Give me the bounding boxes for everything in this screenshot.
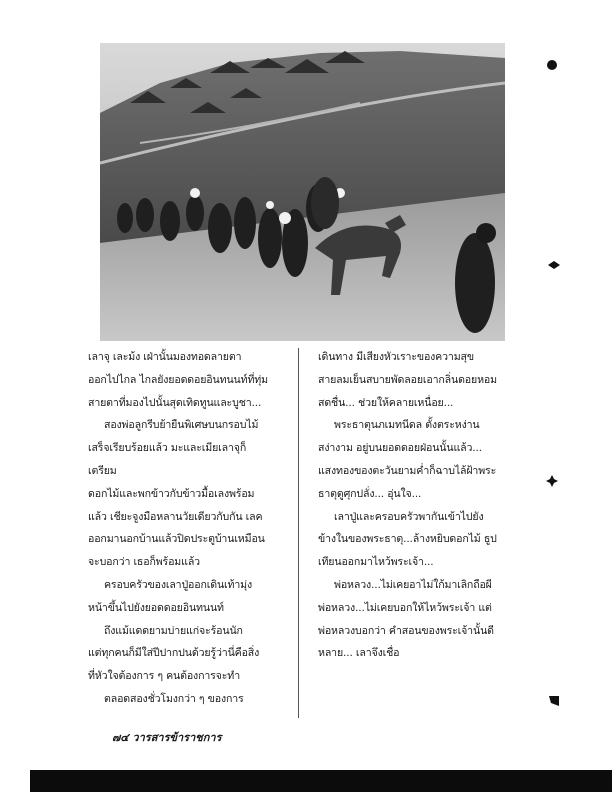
text-line: แสงทองของตะวันยามค่ำก็ฉาบไล้ฝ้าพระ	[318, 464, 497, 477]
binder-hole-mark-icon	[547, 694, 561, 708]
text-line: เดินทาง มีเสียงหัวเราะของความสุข	[318, 351, 474, 363]
text-line: ดอกไม้และพกข้าวกับข้าวมื้อเลงพร้อม	[88, 487, 255, 500]
column-divider	[298, 348, 299, 718]
text-line: พ่อหลวง...ไม่เคยบอกให้ไหว้พระเจ้า แต่	[318, 601, 492, 614]
text-line: เลาปู่และครอบครัวพากันเข้าไปยัง	[334, 510, 484, 523]
scan-bottom-bar	[30, 770, 612, 792]
text-line: แต่ทุกคนก็มีใส่ปีปากปนด้วยรู้ว่านี่คือสิ่ง	[88, 647, 260, 660]
text-line: ออกมานอกบ้านแล้วปิดประตูบ้านเหมือน	[88, 533, 265, 546]
binder-hole-mark-icon	[545, 58, 559, 72]
text-line: เลาจุ เละม้ง เฝ่านั้นมองทอดลายตา	[88, 351, 242, 363]
text-line: ถึงแม้แดดยามบ่ายแก่จะร้อนนัก	[104, 624, 243, 637]
text-line: หน้าขึ้นไปยังยอดดอยอินทนนท์	[88, 601, 224, 614]
binder-hole-mark-icon	[547, 258, 561, 272]
text-line: ตลอดสองชั่วโมงกว่า ๆ ของการ	[104, 692, 244, 705]
text-line: สดชื่น... ช่วยให้คลายเหนื่อย...	[318, 396, 454, 409]
text-line: เทียนออกมาไหว้พระเจ้า...	[318, 556, 434, 569]
text-line: พ่อหลวง...ไม่เคยอาไม่ใก้มาเลิกถือผี	[334, 578, 492, 591]
text-line: สง่างาม อยู่บนยอดดอยฝ่อนนั้นแล้ว...	[318, 442, 482, 455]
text-line: สายตาที่มองไปนั้นสุดเทิดทูนและบูชา...	[88, 396, 262, 409]
left-text-column	[88, 346, 268, 711]
text-line: สองพ่อลูกรีบย้ายืนพิเศษบนกรอบไม้	[104, 419, 259, 432]
hill-tribe-procession-photo	[100, 43, 505, 341]
text-line: จะบอกว่า เธอก็พร้อมแล้ว	[88, 556, 200, 569]
text-line: สายลมเย็นสบายพัดลอยเอากลิ่นดอยหอม	[318, 373, 497, 386]
text-line: ธาตุดูศุกปลั่ง... อุ่นใจ...	[318, 487, 422, 500]
text-line: แล้ว เชียะจูงมือหลานวัยเดียวกับกัน เลค	[88, 510, 263, 523]
text-line: ที่หัวใจต้องการ ๆ คนต้องการจะทำ	[88, 670, 241, 683]
text-line: ครอบครัวของเลาปู่ออกเดินเท้ามุ่ง	[104, 578, 252, 591]
text-line: พระธาตุนภเมทนีดล ตั้งตระหง่าน	[334, 419, 480, 432]
page-footer-label: ๗๔ วารสารข้าราชการ	[112, 731, 222, 744]
binder-hole-mark-icon	[545, 474, 559, 488]
text-line: หลาย... เลาจึงเชื่อ	[318, 647, 400, 660]
text-line: เสร็จเรียบร้อยแล้ว มะและเมียเลาจุก็เตรียม	[88, 442, 247, 477]
text-line: ออกไปไกล ไกลยังยอดดอยอินทนนท์ที่ทุ่ม	[88, 373, 268, 386]
text-line: ข้างในของพระธาตุ...ล้างหยิบดอกไม้ ธูป	[318, 533, 497, 546]
text-line: พ่อหลวงบอกว่า คำสอนของพระเจ้านั้นดี	[318, 624, 494, 637]
right-text-column	[318, 346, 510, 665]
